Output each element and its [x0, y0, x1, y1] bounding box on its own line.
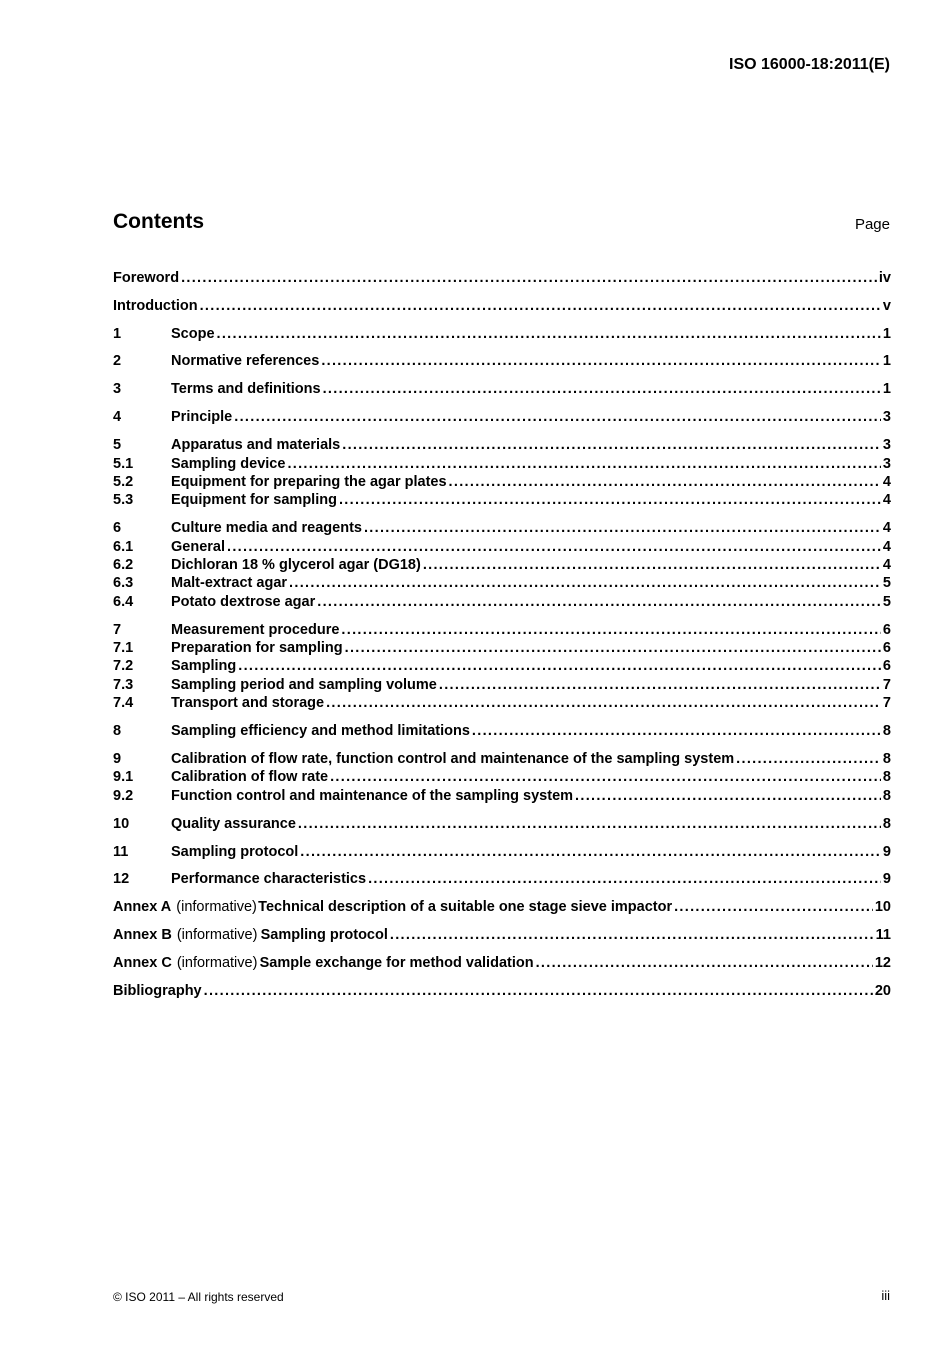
toc-entry-page: 8 — [882, 769, 891, 785]
toc-entry-bibliography[interactable] — [113, 982, 891, 1000]
toc-entry-11[interactable] — [113, 843, 891, 861]
toc-entry-page: 7 — [882, 677, 891, 693]
toc-entry-7-1[interactable] — [113, 639, 891, 657]
toc-leader — [234, 408, 881, 426]
toc-entry-title: Transport and storage — [171, 695, 325, 711]
toc-entry-9-1[interactable] — [113, 768, 891, 786]
toc-leader — [289, 574, 881, 592]
toc-entry-number: 5 — [113, 437, 122, 453]
toc-entry-page: 6 — [882, 622, 891, 638]
toc-entry-page: 1 — [882, 381, 891, 397]
toc-leader — [674, 898, 873, 916]
toc-entry-title: Calibration of flow rate — [171, 769, 329, 785]
toc-entry-number: 7.4 — [113, 695, 134, 711]
toc-entry-page: 3 — [882, 456, 891, 472]
toc-entry-title: Performance characteristics — [171, 871, 367, 887]
toc-leader — [200, 297, 881, 315]
toc-leader — [472, 722, 881, 740]
toc-leader — [423, 556, 881, 574]
toc-entry-5-3[interactable] — [113, 491, 891, 509]
toc-leader — [298, 815, 881, 833]
toc-entry-1[interactable] — [113, 325, 891, 343]
toc-leader — [390, 926, 874, 944]
toc-entry-10[interactable] — [113, 815, 891, 833]
toc-entry-page: 8 — [882, 723, 891, 739]
toc-entry-introduction[interactable] — [113, 297, 891, 315]
toc-entry-number: 6 — [113, 520, 122, 536]
toc-leader — [227, 538, 881, 556]
toc-leader — [341, 621, 881, 639]
toc-leader — [536, 954, 873, 972]
toc-entry-5-1[interactable] — [113, 455, 891, 473]
toc-entry-title: Introduction — [113, 298, 198, 314]
toc-entry-number: 7 — [113, 622, 122, 638]
toc-leader — [300, 843, 881, 861]
toc-entry-title: Preparation for sampling — [171, 640, 343, 656]
toc-entry-number: 8 — [113, 723, 122, 739]
toc-entry-page: 8 — [882, 816, 891, 832]
toc-entry-page: 8 — [882, 788, 891, 804]
toc-leader — [217, 325, 881, 343]
toc-leader — [339, 491, 881, 509]
toc-annex-type: (informative) — [176, 899, 257, 915]
toc-entry-page: 6 — [882, 658, 891, 674]
toc-entry-number: 6.1 — [113, 539, 134, 555]
toc-entry-number: 9.2 — [113, 788, 134, 804]
toc-entry-page: v — [882, 298, 891, 314]
toc-entry-title: Foreword — [113, 270, 180, 286]
toc-entry-number: 7.2 — [113, 658, 134, 674]
toc-entry-annex-a[interactable] — [113, 898, 891, 916]
toc-entry-number: 5.1 — [113, 456, 134, 472]
toc-entry-5-2[interactable] — [113, 473, 891, 491]
toc-entry-title: Quality assurance — [171, 816, 296, 832]
toc-entry-foreword[interactable] — [113, 269, 891, 287]
toc-annex-label: Annex C — [113, 955, 172, 971]
toc-leader — [321, 352, 881, 370]
toc-entry-7-3[interactable] — [113, 676, 891, 694]
toc-entry-number: 9 — [113, 751, 122, 767]
toc-entry-page: 4 — [882, 557, 891, 573]
toc-entry-number: 6.2 — [113, 557, 134, 573]
toc-entry-annex-b[interactable] — [113, 926, 891, 944]
toc-entry-title: Bibliography — [113, 983, 202, 999]
toc-entry-number: 5.2 — [113, 474, 134, 490]
toc-entry-7-4[interactable] — [113, 694, 891, 712]
toc-leader — [736, 750, 881, 768]
toc-leader — [287, 455, 880, 473]
toc-entry-number: 1 — [113, 326, 122, 342]
toc-entry-page: 5 — [882, 594, 891, 610]
toc-entry-title: General — [171, 539, 225, 555]
toc-entry-title: Calibration of flow rate, function control and maintenance of the sampling system — [171, 751, 735, 767]
toc-entry-page: 3 — [882, 437, 891, 453]
document-id: ISO 16000-18:2011(E) — [729, 56, 890, 73]
toc-entry-title: Dichloran 18 % glycerol agar (DG18) — [171, 557, 421, 573]
toc-annex-label: Annex B — [113, 927, 172, 943]
toc-entry-page: 6 — [882, 640, 891, 656]
toc-entry-title: Scope — [171, 326, 215, 342]
toc-leader — [368, 870, 881, 888]
toc-entry-number: 7.1 — [113, 640, 134, 656]
toc-entry-6-2[interactable] — [113, 556, 891, 574]
toc-leader — [439, 676, 881, 694]
toc-leader — [449, 473, 881, 491]
toc-entry-number: 2 — [113, 353, 122, 369]
toc-annex-type: (informative) — [176, 955, 258, 971]
toc-entry-page: 3 — [882, 409, 891, 425]
toc-leader — [364, 519, 881, 537]
toc-entry-number: 3 — [113, 381, 122, 397]
page-column-label: Page — [854, 216, 890, 233]
toc-entry-5[interactable] — [113, 436, 891, 454]
toc-entry-9-2[interactable] — [113, 787, 891, 805]
toc-entry-9[interactable] — [113, 750, 891, 768]
toc-entry-title: Apparatus and materials — [171, 437, 341, 453]
toc-entry-page: 4 — [882, 492, 891, 508]
toc-entry-title: Sampling period and sampling volume — [171, 677, 437, 693]
toc-entry-page: 12 — [874, 955, 891, 971]
toc-leader — [323, 380, 881, 398]
toc-leader — [204, 982, 873, 1000]
toc-entry-title: Sampling protocol — [171, 844, 299, 860]
toc-entry-title: Sampling protocol — [260, 927, 388, 943]
contents-heading: Contents — [113, 210, 204, 233]
toc-leader — [345, 639, 881, 657]
toc-entry-6-3[interactable] — [113, 574, 891, 592]
toc-entry-page: 20 — [874, 983, 891, 999]
toc-entry-title: Function control and maintenance of the sampling system — [171, 788, 574, 804]
toc-entry-number: 4 — [113, 409, 122, 425]
toc-entry-7-2[interactable] — [113, 657, 891, 675]
toc-entry-number: 5.3 — [113, 492, 134, 508]
toc-entry-title: Malt-extract agar — [171, 575, 288, 591]
toc-entry-7[interactable] — [113, 621, 891, 639]
toc-entry-3[interactable] — [113, 380, 891, 398]
toc-entry-page: 4 — [882, 520, 891, 536]
toc-entry-title: Potato dextrose agar — [171, 594, 316, 610]
toc-entry-title: Technical description of a suitable one stage sieve impactor — [258, 899, 673, 915]
toc-entry-title: Measurement procedure — [171, 622, 340, 638]
toc-entry-page: 4 — [882, 474, 891, 490]
toc-entry-number: 10 — [113, 816, 130, 832]
toc-entry-title: Terms and definitions — [171, 381, 321, 397]
toc-entry-page: 9 — [882, 844, 891, 860]
toc-entry-title: Culture media and reagents — [171, 520, 362, 536]
toc-leader — [575, 787, 881, 805]
toc-entry-page: 1 — [882, 353, 891, 369]
toc-entry-page: iv — [878, 270, 891, 286]
page-number: iii — [881, 1288, 890, 1303]
toc-entry-6[interactable] — [113, 519, 891, 537]
toc-leader — [342, 436, 881, 454]
toc-leader — [181, 269, 877, 287]
toc-entry-number: 11 — [113, 844, 129, 860]
toc-entry-title: Sampling device — [171, 456, 286, 472]
toc-entry-page: 8 — [882, 751, 891, 767]
toc-entry-title: Sample exchange for method validation — [259, 955, 534, 971]
toc-entry-number: 6.3 — [113, 575, 134, 591]
toc-annex-label: Annex A — [113, 899, 172, 915]
toc-entry-4[interactable] — [113, 408, 891, 426]
toc-leader — [317, 593, 881, 611]
toc-entry-6-1[interactable] — [113, 538, 891, 556]
toc-entry-12[interactable] — [113, 870, 891, 888]
toc-entry-page: 1 — [882, 326, 891, 342]
toc-entry-6-4[interactable] — [113, 593, 891, 611]
toc-entry-number: 7.3 — [113, 677, 134, 693]
toc-entry-page: 5 — [882, 575, 891, 591]
toc-entry-title: Normative references — [171, 353, 320, 369]
toc-entry-title: Principle — [171, 409, 233, 425]
copyright-notice: © ISO 2011 – All rights reserved — [113, 1290, 284, 1304]
toc-leader — [330, 768, 881, 786]
toc-leader — [326, 694, 881, 712]
toc-entry-page: 9 — [882, 871, 891, 887]
toc-leader — [238, 657, 881, 675]
toc-entry-title: Equipment for preparing the agar plates — [171, 474, 447, 490]
toc-entry-page: 11 — [875, 927, 891, 943]
toc-annex-type: (informative) — [176, 927, 258, 943]
toc-entry-page: 4 — [882, 539, 891, 555]
toc-entry-page: 7 — [882, 695, 891, 711]
toc-entry-number: 6.4 — [113, 594, 134, 610]
toc-entry-number: 12 — [113, 871, 130, 887]
toc-entry-page: 10 — [874, 899, 891, 915]
toc-entry-number: 9.1 — [113, 769, 134, 785]
toc-entry-title: Equipment for sampling — [171, 492, 337, 508]
toc-entry-annex-c[interactable] — [113, 954, 891, 972]
toc-entry-title: Sampling — [171, 658, 237, 674]
toc-entry-8[interactable] — [113, 722, 891, 740]
toc-entry-title: Sampling efficiency and method limitations — [171, 723, 470, 739]
toc-entry-2[interactable] — [113, 352, 891, 370]
